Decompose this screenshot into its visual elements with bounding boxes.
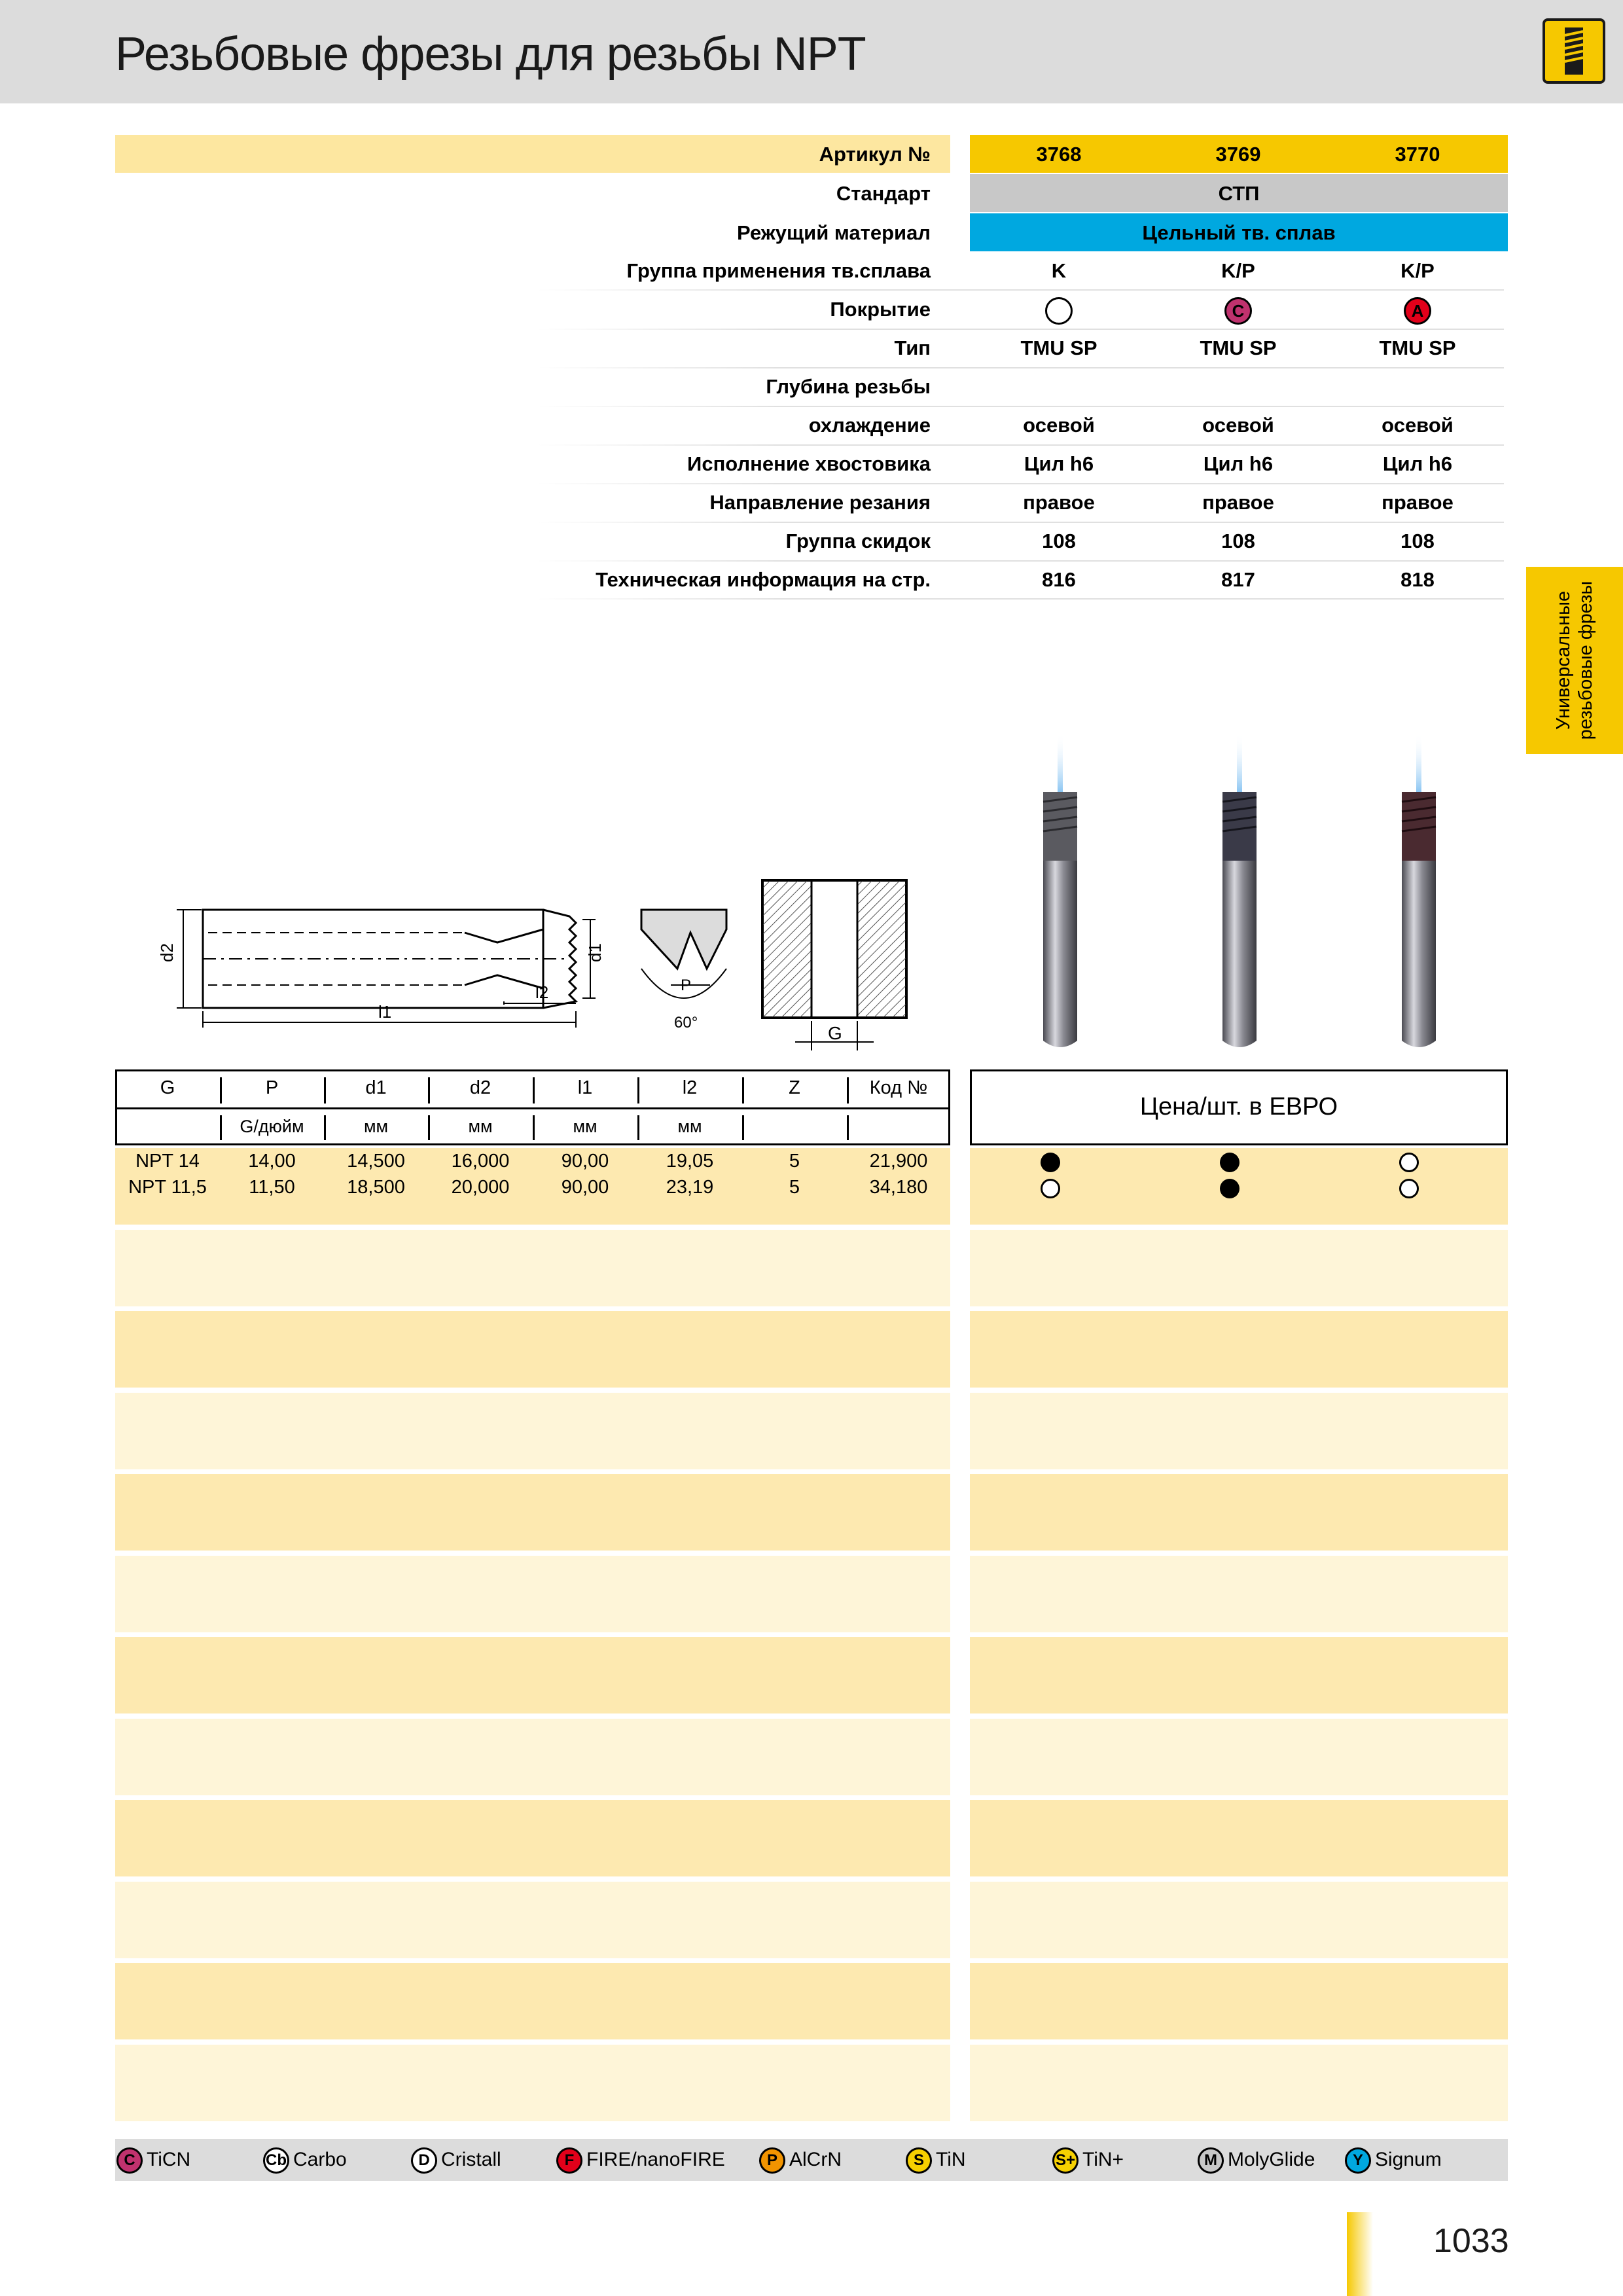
l2-label: l2 xyxy=(535,982,549,1002)
type-value: TMU SP xyxy=(1200,336,1277,359)
legend-item xyxy=(556,2147,725,2174)
table-cell: 18,500 xyxy=(347,1177,405,1198)
coating-none-icon xyxy=(1045,297,1073,325)
column-unit: мм xyxy=(677,1117,702,1136)
spec-row-direction xyxy=(0,483,1623,522)
spec-label: Режущий материал xyxy=(737,221,931,244)
spec-row-type xyxy=(0,329,1623,367)
column-header: G xyxy=(160,1077,175,1098)
tool-3770-image xyxy=(1402,733,1436,1047)
spec-label: Стандарт xyxy=(836,182,931,205)
coating-code-icon: S xyxy=(906,2147,932,2174)
direction-value: правое xyxy=(1202,491,1274,514)
shank-value: Цил h6 xyxy=(1203,452,1274,475)
spec-row-standard xyxy=(0,174,1623,213)
legend-item xyxy=(116,2147,190,2174)
legend-label: TiN xyxy=(936,2149,966,2170)
shank-value: Цил h6 xyxy=(1382,452,1453,475)
l1-label: l1 xyxy=(378,1002,392,1022)
on-request-icon[interactable] xyxy=(1399,1179,1419,1198)
spec-row-material xyxy=(0,213,1623,252)
table-row-band xyxy=(115,2045,950,2121)
techinfo-link[interactable]: 817 xyxy=(1221,568,1255,591)
column-header: l1 xyxy=(577,1077,593,1098)
standard-value: СТП xyxy=(1218,182,1260,205)
coating-code-icon: Cb xyxy=(263,2147,289,2174)
discount-value: 108 xyxy=(1400,529,1435,552)
material-value: Цельный тв. сплав xyxy=(1142,221,1336,244)
spec-label: Глубина резьбы xyxy=(766,375,931,398)
discount-value: 108 xyxy=(1042,529,1076,552)
group-value: K xyxy=(1051,259,1067,282)
table-row-band xyxy=(115,1963,950,2039)
coating-code-icon: S+ xyxy=(1052,2147,1079,2174)
table-row-band xyxy=(970,1230,1508,1306)
table-cell: 16,000 xyxy=(451,1151,510,1172)
table-row-band xyxy=(115,1637,950,1713)
column-header: d1 xyxy=(365,1077,387,1098)
angle-label: 60° xyxy=(674,1014,698,1031)
page-title: Резьбовые фрезы для резьбы NPT xyxy=(115,28,866,81)
column-unit: мм xyxy=(363,1117,389,1136)
table-row-band xyxy=(970,1474,1508,1551)
available-stock-icon[interactable] xyxy=(1220,1179,1240,1198)
group-value: K/P xyxy=(1400,259,1435,282)
coating-code-icon: P xyxy=(759,2147,785,2174)
article-number: 3768 xyxy=(1036,143,1082,166)
techinfo-link[interactable]: 818 xyxy=(1400,568,1435,591)
article-number: 3769 xyxy=(1215,143,1261,166)
coating-code-icon: C xyxy=(116,2147,143,2174)
cooling-value: осевой xyxy=(1382,414,1454,437)
g-label: G xyxy=(828,1023,842,1043)
legend-item xyxy=(263,2147,347,2174)
table-row-band xyxy=(115,1393,950,1469)
table-row-band xyxy=(970,1963,1508,2039)
spec-label: Покрытие xyxy=(830,298,931,321)
spec-row-group xyxy=(0,251,1623,290)
table-cell: 11,50 xyxy=(249,1177,295,1198)
type-value: TMU SP xyxy=(1379,336,1456,359)
spec-row-article xyxy=(0,135,1623,173)
column-unit: мм xyxy=(468,1117,493,1136)
legend-label: Cristall xyxy=(441,2149,501,2170)
table-row-band xyxy=(115,1311,950,1388)
legend-item xyxy=(1345,2147,1442,2174)
table-row-band xyxy=(115,1230,950,1306)
legend-label: FIRE/nanoFIRE xyxy=(586,2149,725,2170)
cooling-value: осевой xyxy=(1202,414,1274,437)
table-row-band xyxy=(970,1719,1508,1795)
table-row-band xyxy=(115,1882,950,1958)
on-request-icon[interactable] xyxy=(1041,1179,1060,1198)
spec-row-cooling xyxy=(0,406,1623,444)
spec-label: Техническая информация на стр. xyxy=(596,568,931,591)
column-header: l2 xyxy=(682,1077,698,1098)
table-cell: 19,05 xyxy=(666,1151,714,1172)
spec-label: Исполнение хвостовика xyxy=(687,452,931,475)
legend-item xyxy=(759,2147,842,2174)
spec-label: Группа скидок xyxy=(785,529,931,552)
available-stock-icon[interactable] xyxy=(1041,1153,1060,1172)
spec-row-discount xyxy=(0,522,1623,560)
coating-code-icon: D xyxy=(411,2147,437,2174)
table-row-band xyxy=(970,2045,1508,2121)
coating-alcrn-icon: A xyxy=(1404,297,1431,325)
spec-row-shank xyxy=(0,444,1623,483)
table-cell: 20,000 xyxy=(451,1177,510,1198)
column-header: Z xyxy=(789,1077,800,1098)
column-unit: G/дюйм xyxy=(240,1117,304,1136)
spec-label: Артикул № xyxy=(819,143,931,166)
group-value: K/P xyxy=(1221,259,1255,282)
column-header: d2 xyxy=(469,1077,491,1098)
legend-label: Carbo xyxy=(293,2149,347,2170)
price-header: Цена/шт. в ЕВРО xyxy=(1139,1093,1338,1121)
table-cell: 23,19 xyxy=(666,1177,714,1198)
p-label: P xyxy=(681,977,692,994)
tool-3768-image xyxy=(1043,733,1077,1047)
coating-code-icon: M xyxy=(1198,2147,1224,2174)
column-header: P xyxy=(265,1077,279,1098)
coating-code-icon: Y xyxy=(1345,2147,1371,2174)
legend-label: MolyGlide xyxy=(1228,2149,1315,2170)
cooling-value: осевой xyxy=(1023,414,1095,437)
table-cell: NPT 11,5 xyxy=(128,1177,207,1198)
legend-item xyxy=(906,2147,966,2174)
on-request-icon[interactable] xyxy=(1399,1153,1419,1172)
spec-row-techinfo xyxy=(0,560,1623,599)
table-row-band xyxy=(115,1474,950,1551)
shank-value: Цил h6 xyxy=(1024,452,1094,475)
available-stock-icon[interactable] xyxy=(1220,1153,1240,1172)
d1-label: d1 xyxy=(585,943,605,962)
page-number-accent xyxy=(1347,2212,1373,2296)
table-cell: 5 xyxy=(789,1151,800,1172)
legend-label: TiCN xyxy=(147,2149,191,2170)
discount-value: 108 xyxy=(1221,529,1255,552)
table-row-band xyxy=(970,1882,1508,1958)
page-number: 1033 xyxy=(1433,2222,1509,2260)
table-row-band xyxy=(970,1393,1508,1469)
direction-value: правое xyxy=(1023,491,1095,514)
table-cell: 14,00 xyxy=(248,1151,296,1172)
table-row-band xyxy=(115,1719,950,1795)
column-unit: мм xyxy=(573,1117,597,1136)
spec-label: охлаждение xyxy=(808,414,931,437)
techinfo-link[interactable]: 816 xyxy=(1042,568,1076,591)
direction-value: правое xyxy=(1382,491,1454,514)
coating-code-icon: F xyxy=(556,2147,582,2174)
tool-3769-image xyxy=(1222,733,1257,1047)
thread-mill-icon xyxy=(1543,18,1605,84)
column-header: Код № xyxy=(869,1077,928,1098)
article-number: 3770 xyxy=(1395,143,1440,166)
table-row-band xyxy=(970,1800,1508,1876)
table-cell: 34,180 xyxy=(869,1177,928,1198)
legend-label: AlCrN xyxy=(789,2149,842,2170)
table-cell: 14,500 xyxy=(347,1151,405,1172)
legend-item xyxy=(1052,2147,1124,2174)
legend-item xyxy=(411,2147,501,2174)
table-cell: NPT 14 xyxy=(135,1151,200,1172)
coating-ticn-icon: C xyxy=(1224,297,1252,325)
table-cell: 5 xyxy=(789,1177,800,1198)
spec-row-depth xyxy=(0,367,1623,406)
spec-label: Направление резания xyxy=(709,491,931,514)
d2-label: d2 xyxy=(157,943,177,962)
legend-item xyxy=(1198,2147,1315,2174)
table-cell: 90,00 xyxy=(561,1151,609,1172)
spec-label: Группа применения тв.сплава xyxy=(626,259,931,282)
legend-label: TiN+ xyxy=(1082,2149,1124,2170)
table-cell: 90,00 xyxy=(561,1177,609,1198)
table-cell: 21,900 xyxy=(869,1151,928,1172)
legend-label: Signum xyxy=(1375,2149,1442,2170)
table-row-band xyxy=(970,1637,1508,1713)
side-tab-label: Универсальные резьбовые фрезы xyxy=(1553,581,1596,740)
spec-label: Тип xyxy=(894,336,931,359)
type-value: TMU SP xyxy=(1020,336,1097,359)
tool-photos xyxy=(982,726,1518,1060)
table-row-band xyxy=(115,1556,950,1632)
table-row-band xyxy=(970,1556,1508,1632)
spec-row-coating xyxy=(0,290,1623,329)
table-row-band xyxy=(970,1311,1508,1388)
technical-drawing xyxy=(151,870,923,1054)
table-row-band xyxy=(115,1800,950,1876)
